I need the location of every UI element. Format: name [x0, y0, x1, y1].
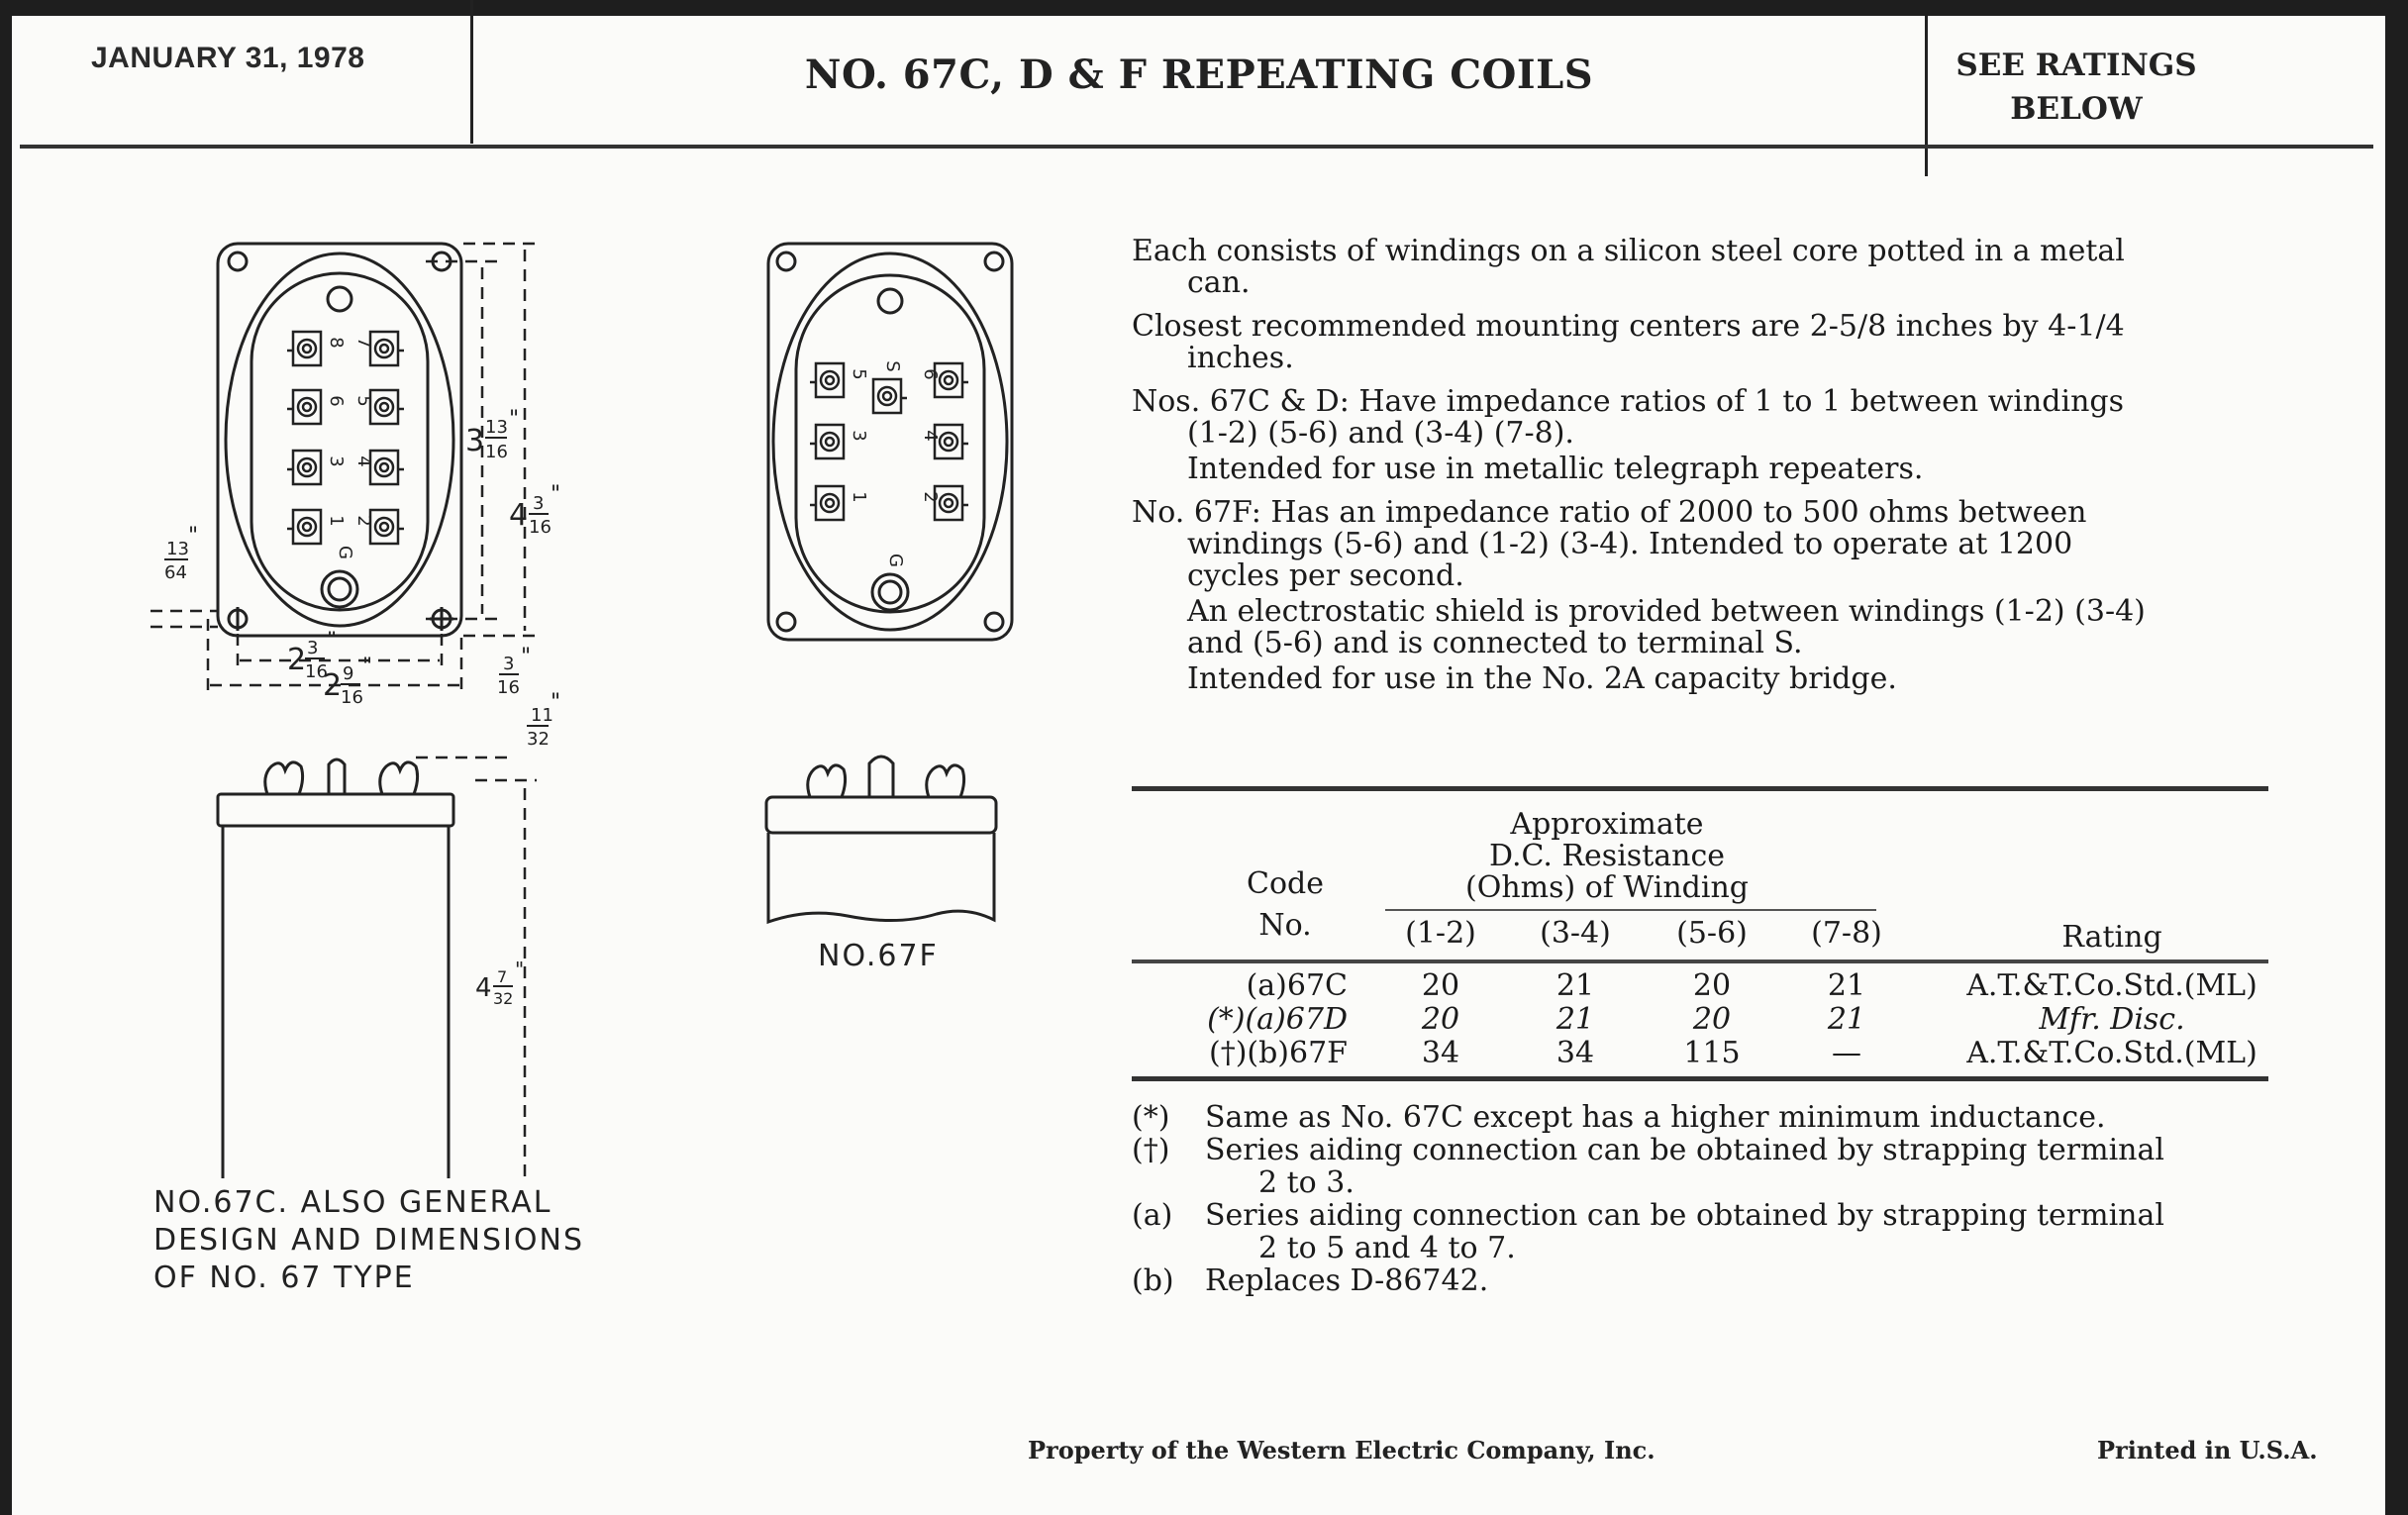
terminal [287, 390, 321, 424]
ground-terminal [872, 574, 908, 610]
cell-resistance: 21 [1555, 968, 1595, 1003]
can-body [223, 826, 449, 1178]
footer-printed: Printed in U.S.A. [2097, 1436, 2318, 1464]
can-lid [766, 797, 996, 833]
mounting-hole [777, 252, 795, 270]
text-line: Replaces D-86742. [1205, 1263, 1489, 1298]
header-text: Approximate [1510, 807, 1704, 842]
cell-resistance: 34 [1421, 1036, 1460, 1070]
svg-text:16: 16 [485, 442, 508, 462]
paragraph-67cd [1132, 386, 2270, 450]
diagram-67c [129, 228, 594, 1178]
terminal-label: 6 [326, 395, 347, 407]
terminal-label: 7 [353, 337, 374, 349]
paragraph-67cd-use: Intended for use in metallic telegraph repeaters. [1187, 452, 1924, 486]
paragraph-67f-use: Intended for use in the No. 2A capacity bridge. [1187, 661, 1897, 696]
cell-rating: A.T.&T.Co.Std.(ML) [1966, 968, 2258, 1003]
terminal-label: 3 [326, 455, 347, 467]
table-row [1132, 1003, 2369, 1037]
header-group-rule [1385, 909, 1876, 911]
svg-text:64: 64 [164, 562, 187, 583]
paragraph-67f [1132, 497, 2270, 592]
header-col-3-4: (3-4) [1540, 916, 1611, 951]
text-line: windings (5-6) and (1-2) (3-4). Intended to operate at 1200 [1187, 527, 2073, 561]
document-date: JANUARY 31, 1978 [91, 42, 365, 74]
table-row [1132, 1037, 2369, 1070]
terminal [370, 332, 404, 365]
svg-text:": " [362, 655, 373, 679]
header-code [1231, 868, 1340, 942]
svg-text:": " [509, 407, 520, 432]
dim-2-3-16: 2 [287, 643, 307, 677]
cell-resistance: 21 [1555, 1002, 1595, 1037]
can-lid [218, 794, 453, 826]
svg-text:16: 16 [305, 661, 328, 682]
terminal [370, 451, 404, 484]
ground-terminal [322, 571, 357, 607]
dim-4-3-16: 4 [509, 498, 529, 533]
terminal [287, 451, 321, 484]
cell-resistance: — [1832, 1036, 1861, 1070]
svg-text:16: 16 [529, 517, 552, 538]
cell-resistance: 20 [1692, 1002, 1732, 1037]
terminal-label: 2 [353, 515, 374, 527]
paragraph-67f-shield [1132, 596, 2270, 659]
terminal-label: 5 [353, 395, 374, 407]
terminal [810, 486, 844, 520]
text-line: and (5-6) and is connected to terminal S. [1187, 626, 1803, 660]
terminal-label: 8 [326, 337, 347, 349]
terminal-label: 1 [849, 491, 869, 503]
svg-text:16: 16 [341, 687, 363, 708]
cell-resistance: 34 [1555, 1036, 1595, 1070]
dim-11-32: 11 [531, 705, 553, 726]
text-line: No. 67F: Has an impedance ratio of 2000 to 500 ohms between [1132, 495, 2087, 530]
terminal [287, 510, 321, 544]
ratings-line: BELOW [2010, 91, 2143, 127]
table-row [1132, 969, 2369, 1003]
table-header [1132, 791, 2369, 960]
header-text: Code [1247, 866, 1324, 901]
mounting-hole [229, 252, 247, 270]
caption-67f: NO.67F [818, 939, 939, 973]
fill-hole [878, 289, 902, 313]
dim-3-13-16: 3 [465, 424, 485, 458]
footnote-marker: (*) [1132, 1100, 1170, 1135]
caption-line: OF NO. 67 TYPE [153, 1261, 415, 1295]
terminal-label: 4 [920, 430, 941, 442]
svg-text:3: 3 [307, 638, 319, 658]
description [1132, 236, 2270, 707]
cell-resistance: 20 [1421, 1002, 1460, 1037]
terminal-label: 6 [920, 368, 941, 380]
svg-text:": " [188, 524, 199, 549]
mounting-hole [985, 613, 1003, 631]
footnote-text [1205, 1199, 2280, 1264]
terminal-label: 1 [326, 515, 347, 527]
footnote [1132, 1101, 2280, 1134]
header-text: (Ohms) of Winding [1465, 870, 1749, 905]
document-title: NO. 67C, D & F REPEATING COILS [804, 51, 1594, 98]
footnote-text [1205, 1101, 2280, 1134]
svg-text:": " [551, 690, 561, 715]
resistance-table [1132, 786, 2369, 1081]
svg-text:13: 13 [485, 417, 508, 438]
text-line: 2 to 3. [1258, 1165, 1354, 1200]
dim-4-7-32: 4 [475, 973, 492, 1003]
terminal [370, 390, 404, 424]
terminal [287, 332, 321, 365]
text-line: Series aiding connection can be obtained by strapping terminal [1205, 1198, 2164, 1233]
svg-text:32: 32 [493, 989, 514, 1008]
header-col-5-6: (5-6) [1676, 916, 1748, 951]
svg-text:7: 7 [497, 967, 508, 986]
footnote-marker: (b) [1132, 1263, 1174, 1298]
footnote [1132, 1134, 2280, 1199]
svg-text:": " [521, 645, 532, 669]
can-body [768, 833, 994, 922]
footnote-marker: (a) [1132, 1198, 1173, 1233]
svg-text:": " [551, 482, 561, 507]
svg-text:": " [327, 629, 338, 654]
paragraph-construction [1132, 236, 2270, 299]
terminal [810, 363, 844, 397]
text-line: cycles per second. [1187, 558, 1464, 593]
cell-resistance: 21 [1827, 1002, 1866, 1037]
header-rating: Rating [2061, 920, 2162, 955]
footer-property: Property of the Western Electric Company, Inc. [1028, 1436, 1656, 1464]
caption-line: NO.67C. ALSO GENERAL [153, 1185, 552, 1220]
footnote-marker: (†) [1132, 1133, 1170, 1167]
header-col-7-8: (7-8) [1811, 916, 1882, 951]
text-line: inches. [1187, 341, 1294, 375]
svg-text:3: 3 [533, 493, 545, 514]
svg-text:16: 16 [497, 677, 520, 698]
terminal-label: S [882, 360, 903, 372]
terminal-label: G [335, 546, 355, 559]
mounting-hole [777, 613, 795, 631]
header-text: No. [1258, 908, 1312, 943]
cell-resistance: 20 [1692, 968, 1732, 1003]
dim-2-9-16: 2 [323, 668, 343, 703]
terminal-label: 3 [849, 430, 869, 442]
cell-resistance: 20 [1421, 968, 1460, 1003]
header-resistance [1394, 809, 1820, 904]
text-line: Closest recommended mounting centers are 2-5/8 inches by 4-1/4 [1132, 309, 2125, 344]
footnote-text [1205, 1264, 2280, 1297]
header-text: D.C. Resistance [1488, 839, 1726, 873]
cell-rating: A.T.&T.Co.Std.(ML) [1966, 1036, 2258, 1070]
text-line: can. [1187, 265, 1251, 300]
dim-3-16: 3 [503, 654, 515, 674]
text-line: Nos. 67C & D: Have impedance ratios of 1 to 1 between windings [1132, 384, 2125, 419]
terminal [370, 510, 404, 544]
footnote [1132, 1264, 2280, 1297]
cell-code: (a)67C [1246, 968, 1348, 1003]
text-line: (1-2) (5-6) and (3-4) (7-8). [1187, 416, 1574, 451]
footnotes [1132, 1101, 2280, 1297]
diagram-67f [752, 228, 1030, 960]
cell-code: (†)(b)67F [1208, 1036, 1348, 1070]
caption-line: DESIGN AND DIMENSIONS [153, 1223, 584, 1258]
terminal-label: 2 [920, 491, 941, 503]
header-rule [20, 145, 2373, 149]
terminal-label: G [885, 554, 906, 567]
cell-resistance: 21 [1827, 968, 1866, 1003]
dim-13-64: 13 [166, 539, 189, 559]
mounting-hole [985, 252, 1003, 270]
text-line: Same as No. 67C except has a higher minimum inductance. [1205, 1100, 2106, 1135]
terminal-board [251, 273, 428, 610]
paragraph-mounting [1132, 311, 2270, 374]
terminal-label: 5 [849, 368, 869, 380]
cell-rating: Mfr. Disc. [2039, 1002, 2185, 1037]
text-line: Each consists of windings on a silicon steel core potted in a metal [1132, 234, 2125, 268]
svg-text:32: 32 [527, 729, 550, 750]
header-col-1-2: (1-2) [1405, 916, 1476, 951]
text-line: 2 to 5 and 4 to 7. [1258, 1231, 1516, 1265]
svg-text:9: 9 [343, 663, 354, 684]
footnote-text [1205, 1134, 2280, 1199]
text-line: Series aiding connection can be obtained by strapping terminal [1205, 1133, 2164, 1167]
terminal-label: 4 [353, 455, 374, 467]
terminal [810, 425, 844, 458]
ratings-line: SEE RATINGS [1956, 48, 2197, 83]
svg-text:": " [515, 958, 525, 981]
table-bottom-rule [1132, 1076, 2268, 1081]
table-body [1132, 969, 2369, 1070]
text-line: An electrostatic shield is provided between windings (1-2) (3-4) [1187, 594, 2146, 629]
cell-resistance: 115 [1683, 1036, 1741, 1070]
cell-code: (*)(a)67D [1207, 1002, 1348, 1037]
ratings-note [1928, 44, 2225, 131]
terminal [873, 379, 907, 413]
fill-hole [328, 287, 351, 311]
caption-67c [153, 1184, 584, 1297]
table-header-rule [1132, 960, 2268, 963]
footnote [1132, 1199, 2280, 1264]
